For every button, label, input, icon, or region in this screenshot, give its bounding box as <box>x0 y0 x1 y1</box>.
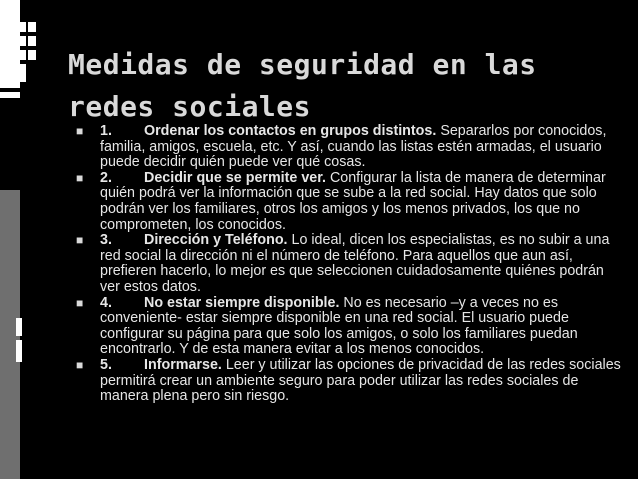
square-bullet-icon: ■ <box>76 124 84 138</box>
item-body: Lo ideal, dicen los especialistas, es no subir a una red social la dirección ni el número de teléfono. Para aquellos que aun así, prefieren hacerlo, lo mejor es que seleccionen cuidadosamente quiénes podrán ver estos datos. <box>100 232 610 295</box>
item-number: 2. <box>100 169 112 186</box>
item-heading: Informarse. <box>144 356 222 373</box>
slide-title: Medidas de seguridad en las redes sociales <box>68 48 537 123</box>
list-item <box>68 296 623 358</box>
decorative-grid <box>18 22 38 84</box>
decorative-bar-middle <box>0 92 20 98</box>
item-number: 5. <box>100 356 112 373</box>
item-number: 1. <box>100 123 112 139</box>
square-bullet-icon: ■ <box>76 357 84 372</box>
decorative-bar-top <box>0 0 20 88</box>
list-item <box>68 171 623 233</box>
item-heading: No estar siempre disponible. <box>144 294 340 311</box>
bullet-list <box>68 124 623 405</box>
item-number: 4. <box>100 294 112 311</box>
item-heading: Ordenar los contactos en grupos distintos. <box>144 123 437 139</box>
list-item <box>68 233 623 295</box>
item-heading: Decidir que se permite ver. <box>144 169 326 186</box>
square-bullet-icon: ■ <box>76 295 84 310</box>
decorative-mark-1 <box>16 318 22 336</box>
square-bullet-icon: ■ <box>76 170 84 185</box>
item-body: Leer y utilizar las opciones de privacidad de las redes sociales permitirá crear un ambiente seguro para poder utilizar las redes sociales de manera plena pero sin riesgo. <box>100 356 621 405</box>
item-heading: Dirección y Teléfono. <box>144 232 288 249</box>
list-item <box>68 358 623 405</box>
square-bullet-icon: ■ <box>76 233 84 248</box>
item-body: Configurar la lista de manera de determinar quién podrá ver la información que se sube a la red social. Hay datos que solo podrán ver los familiares, otros los amigos y los menos privados, los que no comprometen, los conocidos. <box>100 169 606 233</box>
decorative-mark-2 <box>16 340 22 362</box>
item-number: 3. <box>100 232 112 249</box>
item-body: Separarlos por conocidos, familia, amigos, escuela, etc. Y así, cuando las listas estén armadas, el usuario puede decidir quién puede ver qué cosas. <box>100 123 607 171</box>
item-body: No es necesario –y a veces no es conveniente- estar siempre disponible en una red social. El usuario puede configurar su página para que solo los amigos, o solo los familiares puedan encontrarlo. Y de esta manera evitar a los menos conocidos. <box>100 294 578 358</box>
list-item <box>68 124 623 171</box>
